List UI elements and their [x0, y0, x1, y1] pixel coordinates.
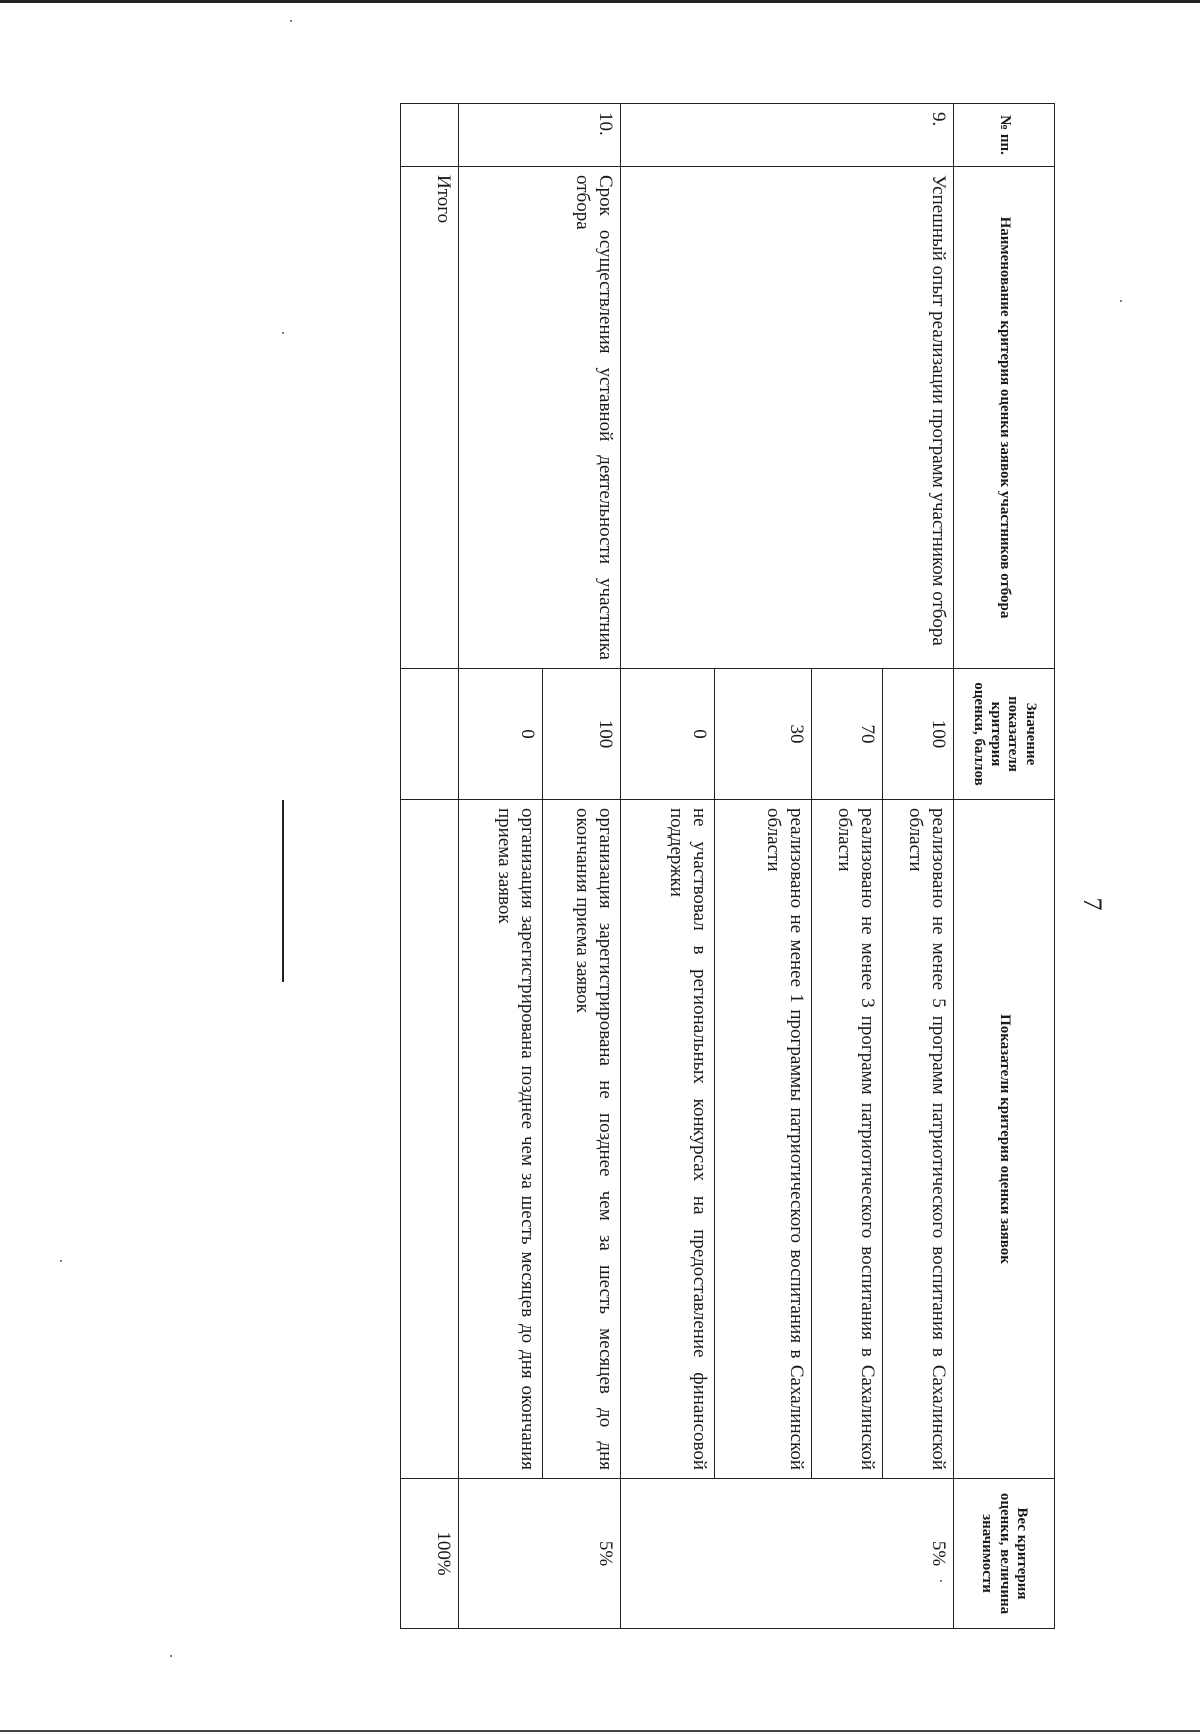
header-criterion-name: Наименование критерия оценки заявок участников отбора — [954, 167, 1055, 669]
score-cell: 100 — [883, 669, 954, 800]
criteria-table — [400, 103, 1055, 1629]
indicator-cell: реализовано не менее 5 программ патриотического воспитания в Сахалинской области — [883, 800, 954, 1479]
table-header-row — [954, 104, 1055, 1629]
weight-cell: 5% — [620, 1479, 953, 1629]
scan-edge-bottom — [0, 1730, 1200, 1732]
total-row — [401, 104, 459, 1629]
score-cell: 30 — [715, 669, 812, 800]
header-score: Значение показателя критерия оценки, баллов — [954, 669, 1055, 800]
scan-speck — [60, 1260, 62, 1262]
indicator-cell: реализовано не менее 1 программы патриотического воспитания в Сахалинской области — [715, 800, 812, 1479]
weight-cell: 5% — [459, 1479, 621, 1629]
header-indicators: Показатели критерия оценки заявок — [954, 800, 1055, 1479]
total-label: Итого — [401, 167, 459, 669]
row-number: 10. — [459, 104, 621, 167]
total-empty-indicator — [401, 800, 459, 1479]
scan-edge-top — [0, 0, 1200, 3]
row-number: 9. — [620, 104, 953, 167]
indicator-cell: организация зарегистрирована не позднее чем за шесть месяцев до дня окончания приема заявок — [543, 800, 621, 1479]
score-cell: 100 — [543, 669, 621, 800]
criterion-name: Срок осуществления уставной деятельности участника отбора — [459, 167, 621, 669]
scan-artifact-line — [282, 800, 284, 982]
score-cell: 0 — [459, 669, 543, 800]
header-weight: Вес критерия оценки, величина значимости — [954, 1479, 1055, 1629]
scan-speck — [290, 20, 292, 22]
total-weight: 100% — [401, 1479, 459, 1629]
criterion-name: Успешный опыт реализации программ участником отбора — [620, 167, 953, 669]
score-cell: 0 — [620, 669, 714, 800]
score-cell: 70 — [812, 669, 883, 800]
header-num: № пп. — [954, 104, 1055, 167]
scan-speck — [170, 1655, 172, 1657]
total-empty-score — [401, 669, 459, 800]
rotated-table-wrapper — [400, 103, 1055, 1628]
scan-speck — [282, 332, 284, 334]
table-row — [883, 104, 954, 1629]
scan-speck — [1120, 300, 1122, 302]
page-number: 7 — [1078, 897, 1107, 911]
total-empty-num — [401, 104, 459, 167]
table-row — [543, 104, 621, 1629]
indicator-cell: не участвовал в региональных конкурсах на предоставление финансовой поддержки — [620, 800, 714, 1479]
indicator-cell: реализовано не менее 3 программ патриотического воспитания в Сахалинской области — [812, 800, 883, 1479]
indicator-cell: организация зарегистрирована позднее чем за шесть месяцев до дня окончания приема заявок — [459, 800, 543, 1479]
